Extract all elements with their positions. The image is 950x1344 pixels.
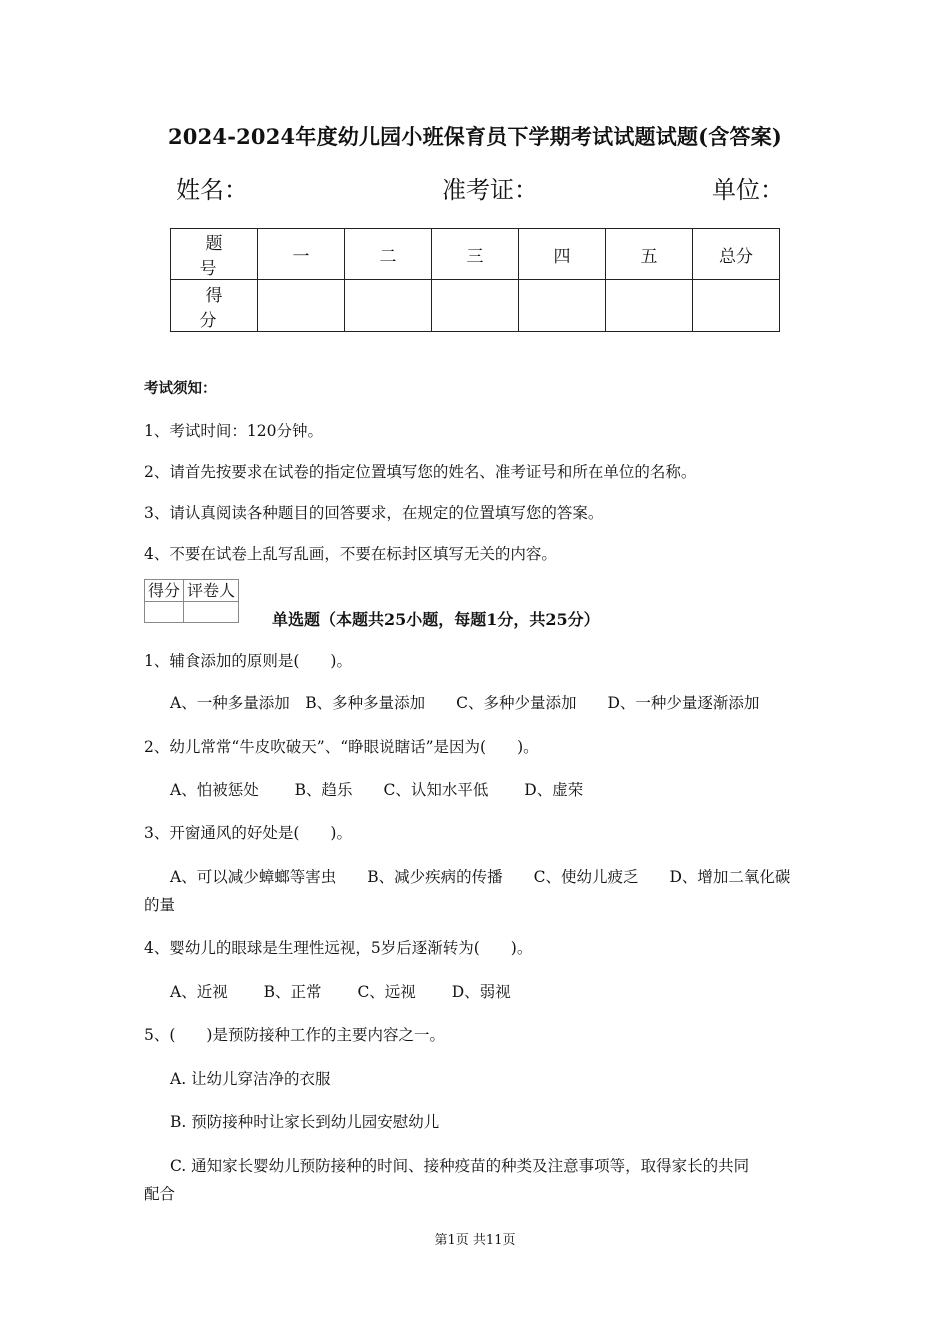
question-stem: 5、( )是预防接种工作的主要内容之一。 <box>144 1026 445 1044</box>
score-header-cell: 题 号 <box>171 229 258 280</box>
score-table-header-row <box>171 229 780 280</box>
name-label: 姓名： <box>176 176 248 204</box>
question-option-c-continued: 配合 <box>144 1185 176 1203</box>
unit-label: 单位： <box>712 176 784 204</box>
score-header-cell: 二 <box>345 229 432 280</box>
grader-name-cell[interactable] <box>184 602 239 623</box>
question-option-c: C. 通知家长婴幼儿预防接种的时间、接种疫苗的种类及注意事项等，取得家长的共同 <box>170 1157 750 1175</box>
question-stem: 2、幼儿常常“牛皮吹破天”、“睁眼说瞎话”是因为( )。 <box>144 738 539 756</box>
ticket-number-label: 准考证： <box>442 176 538 204</box>
notice-item: 3、请认真阅读各种题目的回答要求，在规定的位置填写您的答案。 <box>144 504 604 522</box>
score-table-score-row <box>171 280 780 332</box>
score-table <box>170 228 780 332</box>
candidate-info-row <box>0 170 950 204</box>
score-header-cell: 总分 <box>693 229 780 280</box>
question-options: A、近视 B、正常 C、远视 D、弱视 <box>170 983 511 1001</box>
question-stem: 1、辅食添加的原则是( )。 <box>144 652 352 670</box>
score-header-cell: 四 <box>519 229 606 280</box>
score-input-cell[interactable] <box>258 280 345 332</box>
question-stem: 4、婴幼儿的眼球是生理性远视，5岁后逐渐转为( )。 <box>144 939 533 957</box>
notice-item: 1、考试时间：120分钟。 <box>144 422 323 440</box>
question-option-b: B. 预防接种时让家长到幼儿园安慰幼儿 <box>170 1113 440 1131</box>
score-input-cell[interactable] <box>606 280 693 332</box>
section-title: 单选题（本题共25小题，每题1分，共25分） <box>272 610 600 629</box>
question-options: A、怕被惩处 B、趋乐 C、认知水平低 D、虚荣 <box>170 781 584 799</box>
page-title: 2024-2024年度幼儿园小班保育员下学期考试试题试题(含答案) <box>167 124 783 149</box>
question-stem: 3、开窗通风的好处是( )。 <box>144 824 352 842</box>
grader-score-label: 得分 <box>145 580 184 602</box>
score-input-cell[interactable] <box>693 280 780 332</box>
score-input-cell[interactable] <box>345 280 432 332</box>
notice-item: 4、不要在试卷上乱写乱画，不要在标封区填写无关的内容。 <box>144 545 557 563</box>
score-header-cell: 一 <box>258 229 345 280</box>
question-option-a: A. 让幼儿穿洁净的衣服 <box>170 1070 331 1088</box>
grader-score-cell[interactable] <box>145 602 184 623</box>
notice-item: 2、请首先按要求在试卷的指定位置填写您的姓名、准考证号和所在单位的名称。 <box>144 463 697 481</box>
score-header-cell: 五 <box>606 229 693 280</box>
grader-box <box>144 579 239 623</box>
score-header-cell: 三 <box>432 229 519 280</box>
score-input-cell[interactable] <box>519 280 606 332</box>
score-row-label: 得 分 <box>171 280 258 332</box>
page-footer: 第1页 共11页 <box>434 1233 516 1248</box>
notice-heading: 考试须知： <box>144 380 217 397</box>
question-options: A、一种多量添加 B、多种多量添加 C、多种少量添加 D、一种少量逐渐添加 <box>170 694 760 712</box>
question-options-continued: 的量 <box>144 896 176 914</box>
question-options: A、可以减少蟑螂等害虫 B、减少疾病的传播 C、使幼儿疲乏 D、增加二氧化碳 <box>170 868 791 886</box>
score-input-cell[interactable] <box>432 280 519 332</box>
grader-name-label: 评卷人 <box>184 580 239 602</box>
